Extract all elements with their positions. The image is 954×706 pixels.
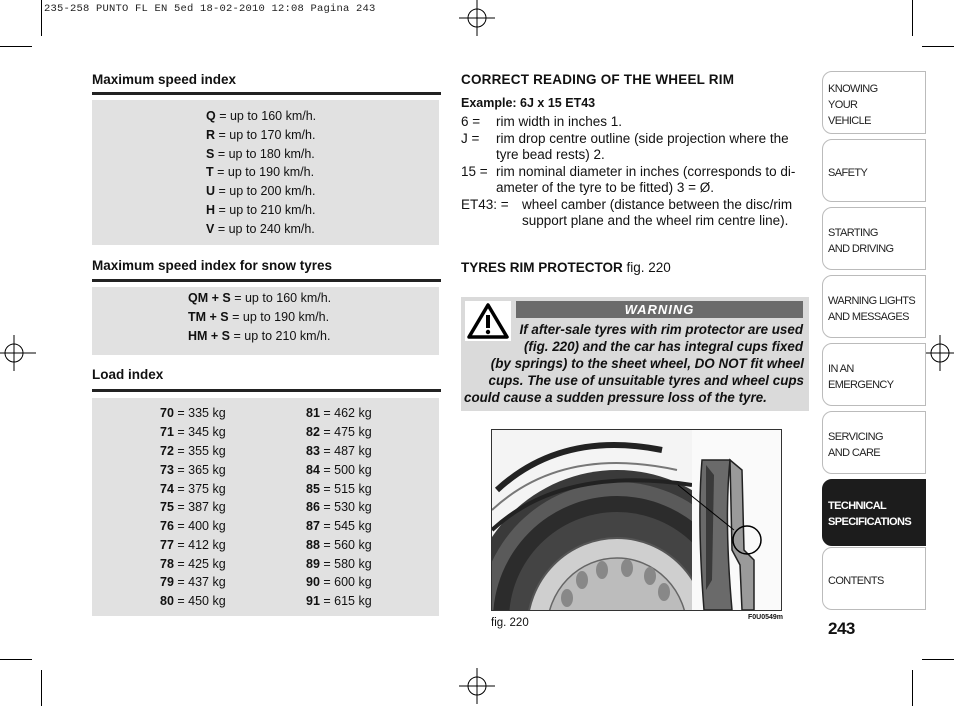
load-row: 86 = 530 kg: [306, 500, 372, 514]
tab-safety[interactable]: SAFETY: [822, 139, 926, 202]
warning-line: cups. The use of unsuitable tyres and wheel cups: [488, 373, 804, 388]
crop-mark: [912, 0, 913, 36]
speed-row: V = up to 240 km/h.: [206, 222, 315, 236]
load-index-table: [92, 398, 439, 616]
crop-mark: [41, 0, 42, 36]
warning-triangle-icon: [465, 301, 511, 341]
tab-starting-and-driving[interactable]: STARTING AND DRIVING: [822, 207, 926, 270]
load-row: 76 = 400 kg: [160, 519, 226, 533]
load-row: 78 = 425 kg: [160, 557, 226, 571]
def-term: 6 =: [461, 114, 481, 129]
load-row: 71 = 345 kg: [160, 425, 226, 439]
load-row: 85 = 515 kg: [306, 482, 372, 496]
speed-row: T = up to 190 km/h.: [206, 165, 315, 179]
def-term: 15 =: [461, 164, 488, 179]
load-row: 79 = 437 kg: [160, 575, 226, 589]
def-text: ameter of the tyre to be fitted) 3 = Ø.: [496, 180, 714, 195]
def-text: support plane and the wheel rim centre line).: [522, 213, 789, 228]
snow-row: TM + S = up to 190 km/h.: [188, 310, 330, 324]
def-text: tyre bead rests) 2.: [496, 147, 605, 162]
registration-mark-icon: [0, 335, 36, 371]
registration-mark-icon: [459, 0, 495, 36]
speed-row: R = up to 170 km/h.: [206, 128, 316, 142]
speed-row: S = up to 180 km/h.: [206, 147, 315, 161]
crop-mark: [922, 659, 954, 660]
load-row: 89 = 580 kg: [306, 557, 372, 571]
rim-example: Example: 6J x 15 ET43: [461, 96, 596, 110]
snow-row: QM + S = up to 160 km/h.: [188, 291, 332, 305]
crop-mark: [912, 670, 913, 706]
section-rule: [92, 92, 441, 95]
tab-servicing-and-care[interactable]: SERVICING AND CARE: [822, 411, 926, 474]
tab-warning-lights[interactable]: WARNING LIGHTS AND MESSAGES: [822, 275, 926, 338]
tab-knowing-your-vehicle[interactable]: KNOWING YOUR VEHICLE: [822, 71, 926, 134]
print-header: 235-258 PUNTO FL EN 5ed 18-02-2010 12:08 Pagina 243: [44, 3, 376, 15]
def-text: wheel camber (distance between the disc/rim: [522, 197, 793, 212]
registration-mark-icon: [459, 668, 495, 704]
tyre-rim-illustration: [492, 430, 781, 610]
snow-row: HM + S = up to 210 km/h.: [188, 329, 331, 343]
load-index-title: Load index: [92, 367, 164, 382]
load-row: 77 = 412 kg: [160, 538, 226, 552]
page-number: 243: [828, 619, 855, 638]
load-row: 70 = 335 kg: [160, 406, 226, 420]
load-row: 84 = 500 kg: [306, 463, 372, 477]
warning-label: WARNING: [516, 301, 803, 318]
warning-line: (by springs) to the sheet wheel, DO NOT fit wheel: [490, 356, 804, 371]
load-row: 87 = 545 kg: [306, 519, 372, 533]
def-text: rim width in inches 1.: [496, 114, 623, 129]
tab-in-an-emergency[interactable]: IN AN EMERGENCY: [822, 343, 926, 406]
figure-caption: fig. 220: [491, 617, 529, 629]
tab-contents[interactable]: CONTENTS: [822, 547, 926, 610]
load-row: 73 = 365 kg: [160, 463, 226, 477]
rim-reading-title: CORRECT READING OF THE WHEEL RIM: [461, 72, 735, 87]
rim-protector-heading: TYRES RIM PROTECTOR fig. 220: [461, 260, 671, 275]
snow-index-title: Maximum speed index for snow tyres: [92, 258, 333, 273]
load-row: 88 = 560 kg: [306, 538, 372, 552]
def-term: J =: [461, 131, 480, 146]
crop-mark: [0, 659, 32, 660]
section-rule: [92, 279, 441, 282]
load-row: 72 = 355 kg: [160, 444, 226, 458]
warning-line: could cause a sudden pressure loss of the tyre.: [464, 390, 767, 405]
def-text: rim drop centre outline (side projection where the: [496, 131, 789, 146]
figure-220: [491, 429, 782, 611]
crop-mark: [41, 670, 42, 706]
speed-index-table: [92, 100, 439, 245]
load-row: 74 = 375 kg: [160, 482, 226, 496]
tab-technical-specifications[interactable]: TECHNICAL SPECIFICATIONS: [822, 479, 926, 546]
def-term: ET43: =: [461, 197, 509, 212]
load-row: 90 = 600 kg: [306, 575, 372, 589]
crop-mark: [922, 46, 954, 47]
load-row: 83 = 487 kg: [306, 444, 372, 458]
load-row: 81 = 462 kg: [306, 406, 372, 420]
speed-row: U = up to 200 km/h.: [206, 184, 316, 198]
crop-mark: [0, 46, 32, 47]
speed-row: H = up to 210 km/h.: [206, 203, 316, 217]
snow-index-table: [92, 287, 439, 355]
load-row: 91 = 615 kg: [306, 594, 372, 608]
figure-code: F0U0549m: [748, 614, 784, 621]
warning-line: (fig. 220) and the car has integral cups fixed: [523, 339, 803, 354]
load-row: 82 = 475 kg: [306, 425, 372, 439]
section-rule: [92, 389, 441, 392]
load-row: 75 = 387 kg: [160, 500, 226, 514]
speed-row: Q = up to 160 km/h.: [206, 109, 317, 123]
warning-line: If after-sale tyres with rim protector are used: [519, 322, 803, 337]
load-row: 80 = 450 kg: [160, 594, 226, 608]
def-text: rim nominal diameter in inches (corresponds to di-: [496, 164, 796, 179]
speed-index-title: Maximum speed index: [92, 72, 237, 87]
